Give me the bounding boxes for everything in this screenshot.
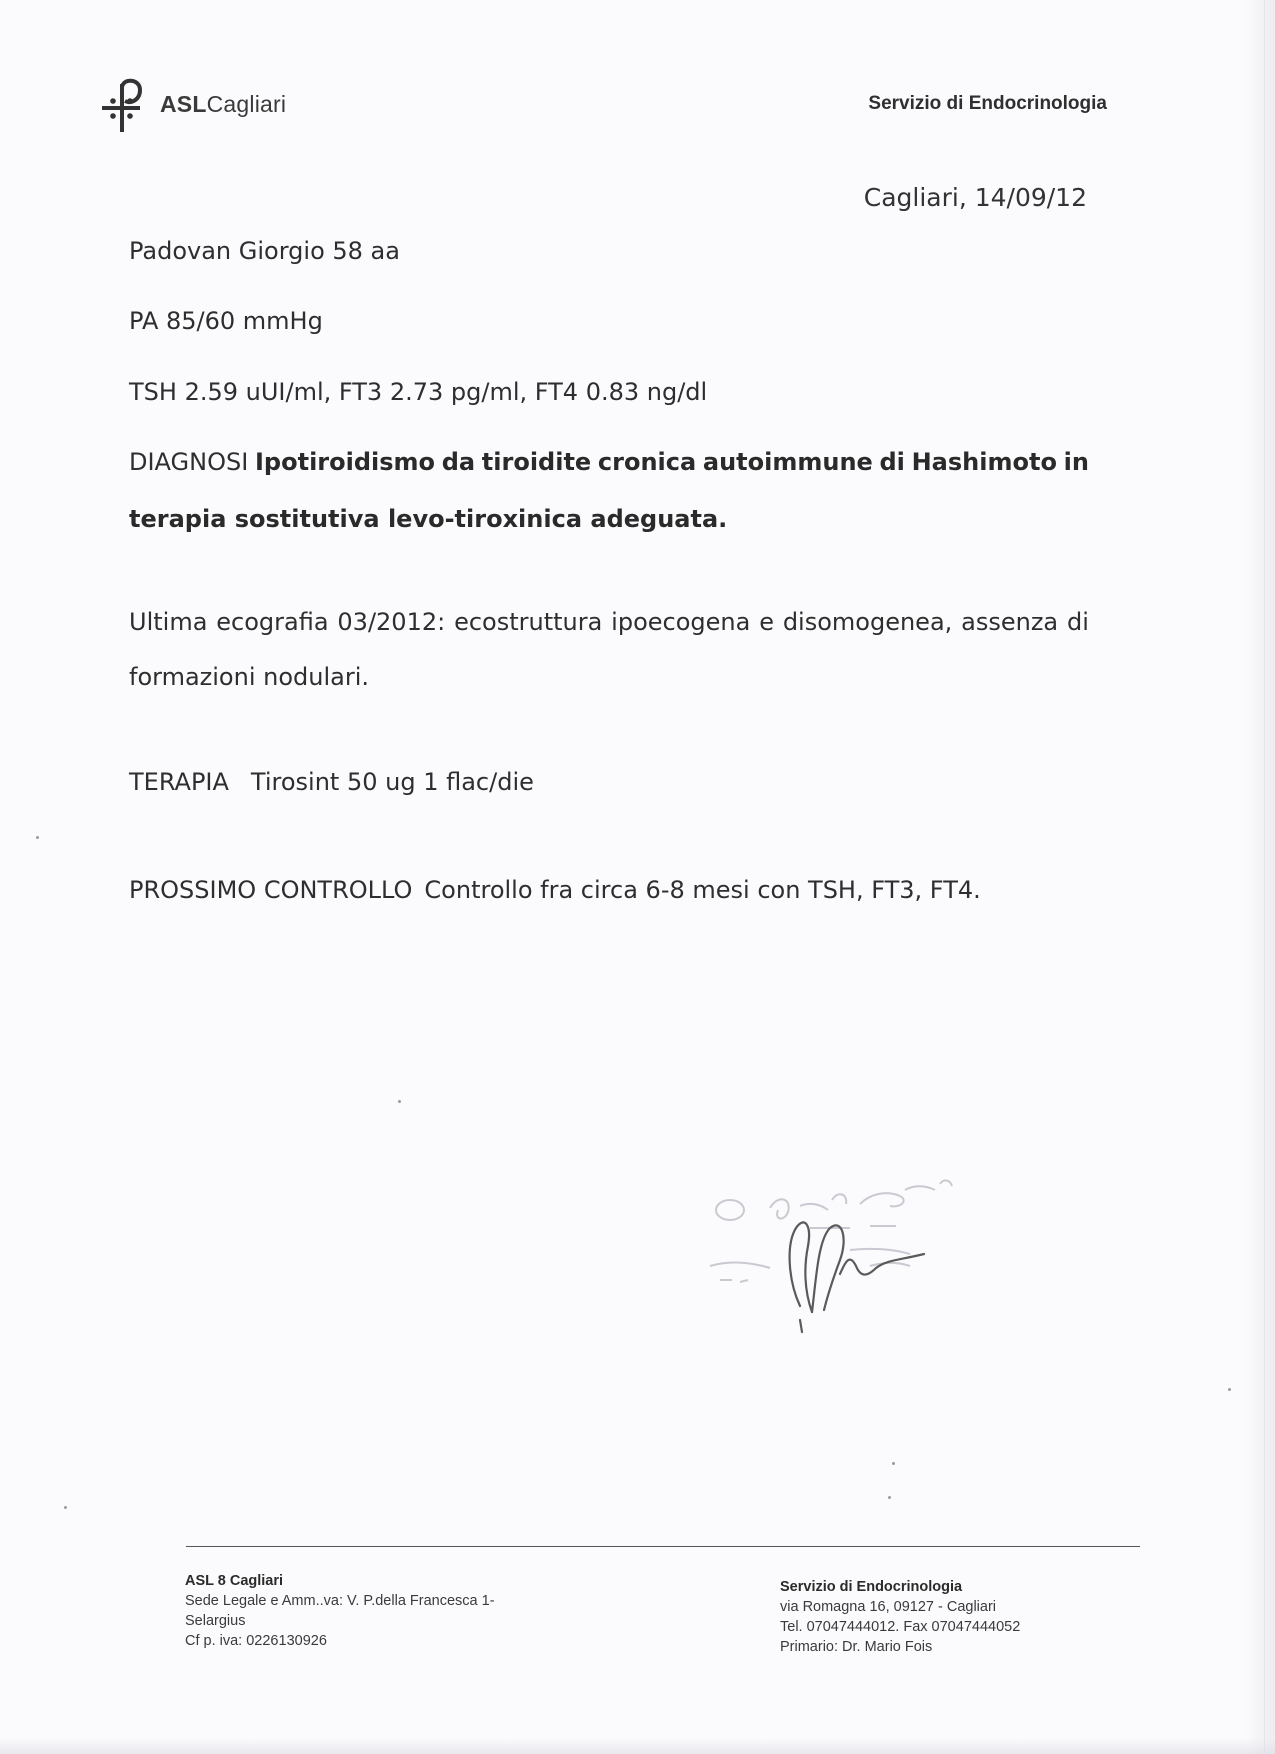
diagnosis-word: di bbox=[879, 448, 905, 476]
footer-service-line: via Romagna 16, 09127 - Cagliari bbox=[780, 1599, 997, 1615]
diagnosis-word: da bbox=[441, 448, 476, 476]
next-check-line bbox=[129, 876, 981, 904]
diagnosis-word: autoimmune bbox=[702, 448, 873, 476]
ultrasound-word: ecostruttura bbox=[454, 608, 603, 636]
page-bottom-shadow bbox=[0, 1738, 1275, 1754]
therapy-text: Tirosint 50 ug 1 flac/die bbox=[250, 768, 534, 796]
blood-pressure-line: PA 85/60 mmHg bbox=[129, 307, 323, 335]
footer-asl-line: Cf p. iva: 0226130926 bbox=[185, 1633, 327, 1649]
footer-asl-title: ASL 8 Cagliari bbox=[185, 1573, 284, 1589]
faded-stamp bbox=[710, 1180, 952, 1282]
diagnosis-word: tiroidite bbox=[481, 448, 592, 476]
footer-asl-line: Sede Legale e Amm..va: V. P.della Francesca 1- bbox=[185, 1593, 495, 1609]
next-check-text: Controllo fra circa 6-8 mesi con TSH, FT3, FT4. bbox=[424, 876, 981, 904]
footer-service-line: Primario: Dr. Mario Fois bbox=[780, 1639, 933, 1655]
diagnosis-label: DIAGNOSI bbox=[129, 448, 249, 476]
ultrasound-word: ipoecogena bbox=[611, 608, 751, 636]
next-check-label: PROSSIMO CONTROLLO bbox=[129, 876, 413, 904]
asl-logo-icon bbox=[100, 74, 152, 134]
ultrasound-word: disomogenea, bbox=[782, 608, 953, 636]
page-edge-shadow bbox=[1245, 0, 1275, 1754]
ultrasound-line-2: formazioni nodulari. bbox=[129, 663, 369, 691]
diagnosis-word: Ipotiroidismo bbox=[255, 448, 436, 476]
ultrasound-word: e bbox=[759, 608, 774, 636]
lab-results-line: TSH 2.59 uUI/ml, FT3 2.73 pg/ml, FT4 0.83 ng/dl bbox=[129, 378, 708, 406]
asl-logo bbox=[100, 74, 286, 134]
ultrasound-word: di bbox=[1067, 608, 1089, 636]
footer-asl-line: Selargius bbox=[185, 1613, 246, 1629]
ultrasound-line-1 bbox=[129, 608, 1089, 636]
patient-line: Padovan Giorgio 58 aa bbox=[129, 237, 400, 265]
diagnosis-word: cronica bbox=[597, 448, 697, 476]
ultrasound-word: assenza bbox=[961, 608, 1059, 636]
diagnosis-word: Hashimoto bbox=[911, 448, 1057, 476]
asl-logo-text: ASLCagliari bbox=[160, 90, 287, 117]
ultrasound-word: Ultima bbox=[129, 608, 208, 636]
document-date: Cagliari, 14/09/12 bbox=[863, 183, 1087, 212]
therapy-label: TERAPIA bbox=[129, 768, 229, 796]
therapy-line bbox=[129, 768, 534, 796]
ultrasound-word: ecografia bbox=[216, 608, 329, 636]
footer-service-title: Servizio di Endocrinologia bbox=[780, 1579, 963, 1595]
handwritten-signature bbox=[790, 1222, 924, 1332]
diagnosis-line-1 bbox=[129, 448, 1089, 476]
footer-service-line: Tel. 07047444012. Fax 07047444052 bbox=[780, 1619, 1021, 1635]
service-header: Servizio di Endocrinologia bbox=[868, 93, 1107, 114]
page-edge-line bbox=[1264, 0, 1265, 1754]
footer-divider bbox=[186, 1546, 1140, 1547]
footer-asl-info bbox=[185, 1571, 585, 1651]
doctor-stamp-signature bbox=[700, 1170, 1000, 1340]
diagnosis-line-2: terapia sostitutiva levo-tiroxinica adeguata. bbox=[129, 505, 728, 533]
footer-service-info bbox=[780, 1577, 1140, 1657]
diagnosis-word: in bbox=[1063, 448, 1089, 476]
ultrasound-word: 03/2012: bbox=[337, 608, 446, 636]
